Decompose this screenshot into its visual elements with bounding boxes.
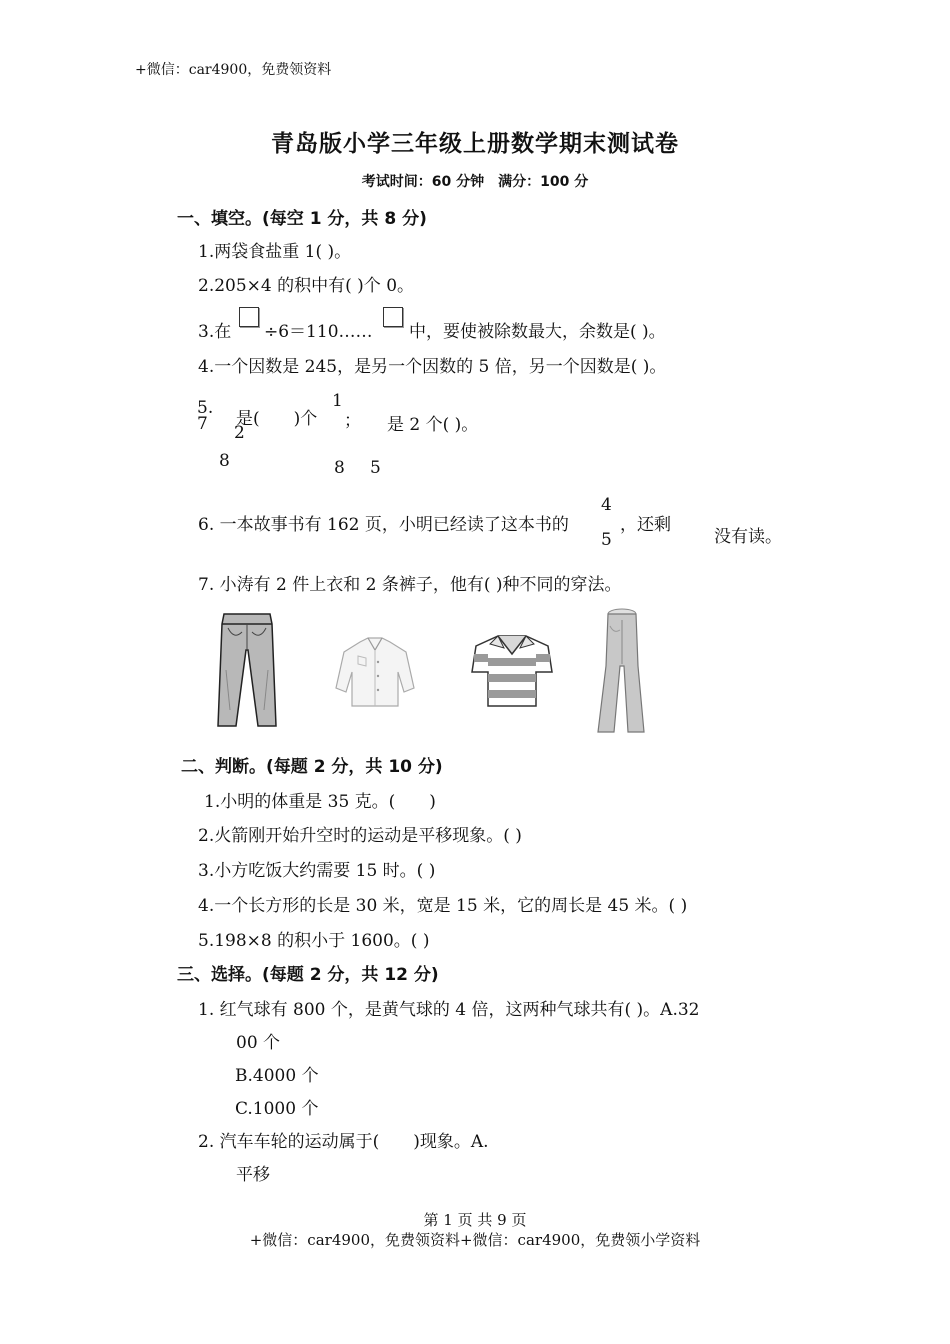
mc-q2-line1: 2. 汽车车轮的运动属于( )现象。A. [198, 1132, 489, 1152]
flared-trousers-illustration [594, 606, 648, 736]
tf-item-1: 1.小明的体重是 35 克。( ) [204, 792, 436, 812]
tf-item-5: 5.198×8 的积小于 1600。( ) [198, 931, 430, 951]
q3-middle: ÷6＝110…… [264, 322, 373, 342]
tf-item-3: 3.小方吃饭大约需要 15 时。( ) [198, 861, 436, 881]
section-heading-multiple-choice: 三、选择。(每题 2 分，共 12 分) [177, 965, 439, 985]
q5-text1: 是( )个 [236, 409, 318, 429]
tf-item-2: 2.火箭刚开始升空时的运动是平移现象。( ) [198, 826, 522, 846]
q5-frac3-numerator: 2 [234, 423, 245, 443]
section-heading-fill-blank: 一、填空。(每空 1 分，共 8 分) [177, 209, 427, 229]
q5-frac1-denominator: 8 [219, 451, 230, 471]
jeans-pants-illustration [212, 610, 282, 730]
blank-box-dividend [239, 307, 259, 327]
mc-q1-option-b: B.4000 个 [235, 1066, 319, 1086]
q3-suffix: 中，要使被除数最大，余数是( )。 [409, 322, 666, 342]
q5-number: 5. [197, 398, 214, 418]
q6-text2: ，还剩 [620, 515, 671, 535]
dress-shirt-illustration [334, 636, 416, 710]
q6-text3: 没有读。 [714, 527, 782, 547]
question-1-7: 7. 小涛有 2 件上衣和 2 条裤子，他有( )种不同的穿法。 [198, 575, 622, 595]
blank-box-remainder [383, 307, 403, 327]
mc-q2-line2: 平移 [236, 1165, 270, 1185]
watermark-bottom: +微信：car4900，免费领资料+微信：car4900，免费领小学资料 [249, 1231, 701, 1249]
q5-frac2-numerator: 1 [332, 391, 343, 411]
q5-frac1-numerator: 7 [197, 414, 208, 434]
mc-q1-line1: 1. 红气球有 800 个，是黄气球的 4 倍，这两种气球共有( )。A.32 [198, 1000, 700, 1020]
question-1-4: 4.一个因数是 245，是另一个因数的 5 倍，另一个因数是( )。 [198, 357, 667, 377]
page-number: 第 1 页 共 9 页 [423, 1211, 527, 1229]
page-title: 青岛版小学三年级上册数学期末测试卷 [271, 131, 679, 157]
question-1-1: 1.两袋食盐重 1( )。 [198, 242, 352, 262]
watermark-top: +微信：car4900，免费领资料 [135, 62, 332, 78]
section-heading-true-false: 二、判断。(每题 2 分，共 10 分) [181, 757, 443, 777]
q3-prefix: 3.在 [198, 322, 232, 342]
q5-semicolon: ； [344, 411, 361, 431]
q5-frac3-denominator: 5 [370, 458, 381, 478]
striped-polo-shirt-illustration [470, 632, 554, 708]
mc-q1-option-c: C.1000 个 [235, 1099, 319, 1119]
mc-q1-line2: 00 个 [236, 1033, 281, 1053]
question-1-2: 2.205×4 的积中有( )个 0。 [198, 276, 415, 296]
tf-item-4: 4.一个长方形的长是 30 米，宽是 15 米，它的周长是 45 米。( ) [198, 896, 688, 916]
q6-text1: 6. 一本故事书有 162 页，小明已经读了这本书的 [198, 515, 569, 535]
exam-subtitle: 考试时间：60 分钟 满分：100 分 [361, 174, 589, 190]
q5-frac2-denominator: 8 [334, 458, 345, 478]
q6-frac-denominator: 5 [601, 530, 612, 550]
q6-frac-numerator: 4 [601, 495, 612, 515]
q5-text2: 是 2 个( )。 [387, 415, 479, 435]
